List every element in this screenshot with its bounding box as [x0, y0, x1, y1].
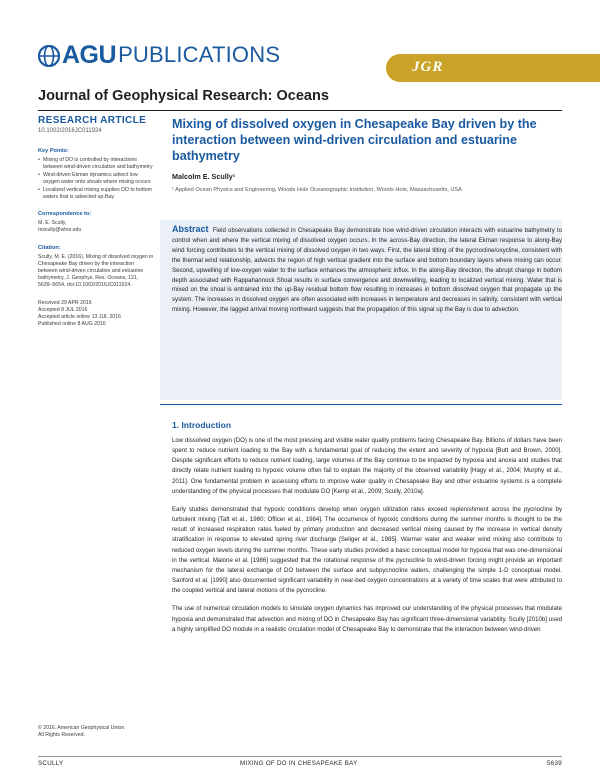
article-type: RESEARCH ARTICLE: [38, 115, 147, 126]
page-number: 5639: [547, 760, 562, 767]
abstract-label: Abstract: [172, 224, 209, 234]
body-text: [172, 436, 562, 635]
journal-title: Journal of Geophysical Research: Oceans: [38, 88, 329, 104]
key-point: • Wind-driven Ekman dynamics advect low oxygen water onto shoals where mixing occurs: [38, 172, 154, 186]
header-divider: [38, 110, 562, 111]
date-accepted: Accepted 8 JUL 2016: [38, 307, 88, 313]
paragraph: The use of numerical circulation models to simulate oxygen dynamics has improved our understanding of the physical processes that modulate hypoxia and demonstrated that advection and mixing of DO in Chesapeake Bay has significant three-dimensional variability. Scully [2010b] used a highly simplified DO module in a realistic circulation model of Chesapeake Bay to demonstrate that the interaction between wind-driven: [172, 605, 562, 633]
citation-text: Scully, M. E. (2016), Mixing of dissolved oxygen in Chesapeake Bay driven by the interaction between wind-driven circulation and estuarine bathymetry, J. Geophys. Res. Oceans, 121, 5639–5654, doi:10.1002/2016JC011924.: [38, 254, 154, 288]
footer-divider: [38, 756, 562, 757]
key-point: • Localized vertical mixing supplies DO to bottom waters that is advected up-Bay: [38, 187, 154, 201]
copyright-block: [38, 725, 154, 739]
agu-publications-logo: [38, 42, 280, 68]
section-heading: 1. Introduction: [172, 420, 232, 430]
logo-agu-text: AGU: [62, 41, 117, 69]
doi[interactable]: 10.1002/2016JC011924: [38, 128, 102, 134]
left-sidebar: [38, 117, 154, 339]
paragraph: Early studies demonstrated that hypoxic conditions develop when oxygen utilization rates exceed replenishment across the pycnocline by turbulent mixing [Taft et al., 1980; Officer et al., 1984]. The occurrence of hypoxic conditions during the summer months is thought to be the result of increased respiration rates fueled by primary production and decreased vertical mixing caused by the increase in vertical density stratification in response to elevated spring river discharge [Seliger et al., 1985]. Warmer water and weaker wind mixing also contribute to reduced oxygen levels during the summer months. These early studies provided a basic conceptual model for hypoxia that was one-dimensional in the vertical. Malone et al. [1986] suggested that the rotational response of the pycnocline to wind-driven forcing might provide an important mechanism for the lateral exchange of DO between the surface and subpycnocline waters, challenging the simple 1-D conceptual model. Sanford et al. [1990] also documented significant variability in near-bed oxygen concentrations at a variety of time scales that were attributed to the coupled vertical and lateral motions of the pycnocline.: [172, 505, 562, 595]
correspondence-name: M. E. Scully,: [38, 220, 67, 226]
jgr-badge: [386, 54, 600, 82]
date-published: Published online 8 AUG 2016: [38, 321, 106, 327]
article-title: Mixing of dissolved oxygen in Chesapeake Bay driven by the interaction between wind-driven circulation and estuarine bathymetry: [172, 117, 537, 163]
correspondence-email[interactable]: mscully@whoi.edu: [38, 227, 82, 233]
logo-publications-text: PUBLICATIONS: [118, 42, 281, 67]
dates-block: [38, 300, 154, 328]
paragraph: Low dissolved oxygen (DO) is one of the most pressing and visible water quality problems facing Chesapeake Bay. Billions of dollars have been spent to reduce nutrient loading to the Bay with a fundamental goal of reducing the extent and severity of hypoxia [Butt and Brown, 2000]. Despite significant efforts to reduce nutrient loading, large volumes of the Bay continue to be impacted by hypoxia and anoxia and studies that directly relate nutrient loading to hypoxic volume often fail to explain the majority of the observed variability [Hagy et al., 2004; Murphy et al., 2011]. One fundamental problem in assessing efforts to improve water quality in Chesapeake Bay and other estuarine systems is a complete understanding of the physical processes that modulate DO [Kemp et al., 2009; Scully, 2010a].: [172, 437, 562, 495]
abstract-divider: [160, 404, 562, 405]
citation-block: [38, 245, 154, 289]
footer-running-title: MIXING OF DO IN CHESAPEAKE BAY: [240, 760, 358, 767]
correspondence-block: [38, 211, 154, 234]
date-received: Received 29 APR 2016: [38, 300, 92, 306]
abstract-text: Field observations collected in Chesapeake Bay demonstrate how wind-driven circulation interacts with estuarine bathymetry to control when and where the vertical mixing of dissolved oxygen occurs. In the across-Bay direction, the lateral Ekman response to along-Bay wind forcing contributes to the vertical mixing of dissolved oxygen in two ways. First, the lateral tilting of the pycnocline/oxycline, consistent with the thermal wind relationship, advects the region of high vertical gradient into the surface and bottom boundary layers where mixing can occur. Second, upwelling of low-oxygen water to the surface enhances the atmospheric influx. In the along-Bay direction, the abrupt change in bottom depth associated with Rappahannock Shoal results in surface convergence and downwelling, leading to localized vertical mixing. Water that is mixed on the shoal is entrained into the up-Bay residual bottom flow resulting in increases in bottom dissolved oxygen that propagate up the system. The increases in dissolved oxygen are often associated with increases in temperature and decreases in salinity, consistent with vertical mixing. However, the lagged arrival moving northward suggests that the propagation of this signal up the Bay is due to advection.: [172, 227, 562, 314]
abstract: [172, 225, 562, 315]
footer-author: SCULLY: [38, 760, 64, 767]
date-accepted-online: Accepted article online 13 JUL 2016: [38, 314, 121, 320]
article-header: [172, 116, 562, 193]
copyright-line: All Rights Reserved.: [38, 732, 85, 738]
key-points-heading: Key Points:: [38, 148, 69, 154]
globe-icon: [38, 45, 60, 67]
key-points-list: [38, 157, 154, 201]
citation-heading: Citation:: [38, 245, 61, 251]
jgr-badge-label: JGR: [412, 59, 444, 75]
author: Malcolm E. Scully¹: [172, 172, 236, 181]
copyright-line: © 2016. American Geophysical Union.: [38, 725, 126, 731]
key-point: • Mixing of DO is controlled by interactions between wind-driven circulation and bathymetry: [38, 157, 154, 171]
affiliation: ¹ Applied Ocean Physics and Engineering, Woods Hole Oceanographic Institution, Woods Hole, Massachusetts, USA: [172, 187, 462, 193]
correspondence-heading: Correspondence to:: [38, 211, 92, 217]
